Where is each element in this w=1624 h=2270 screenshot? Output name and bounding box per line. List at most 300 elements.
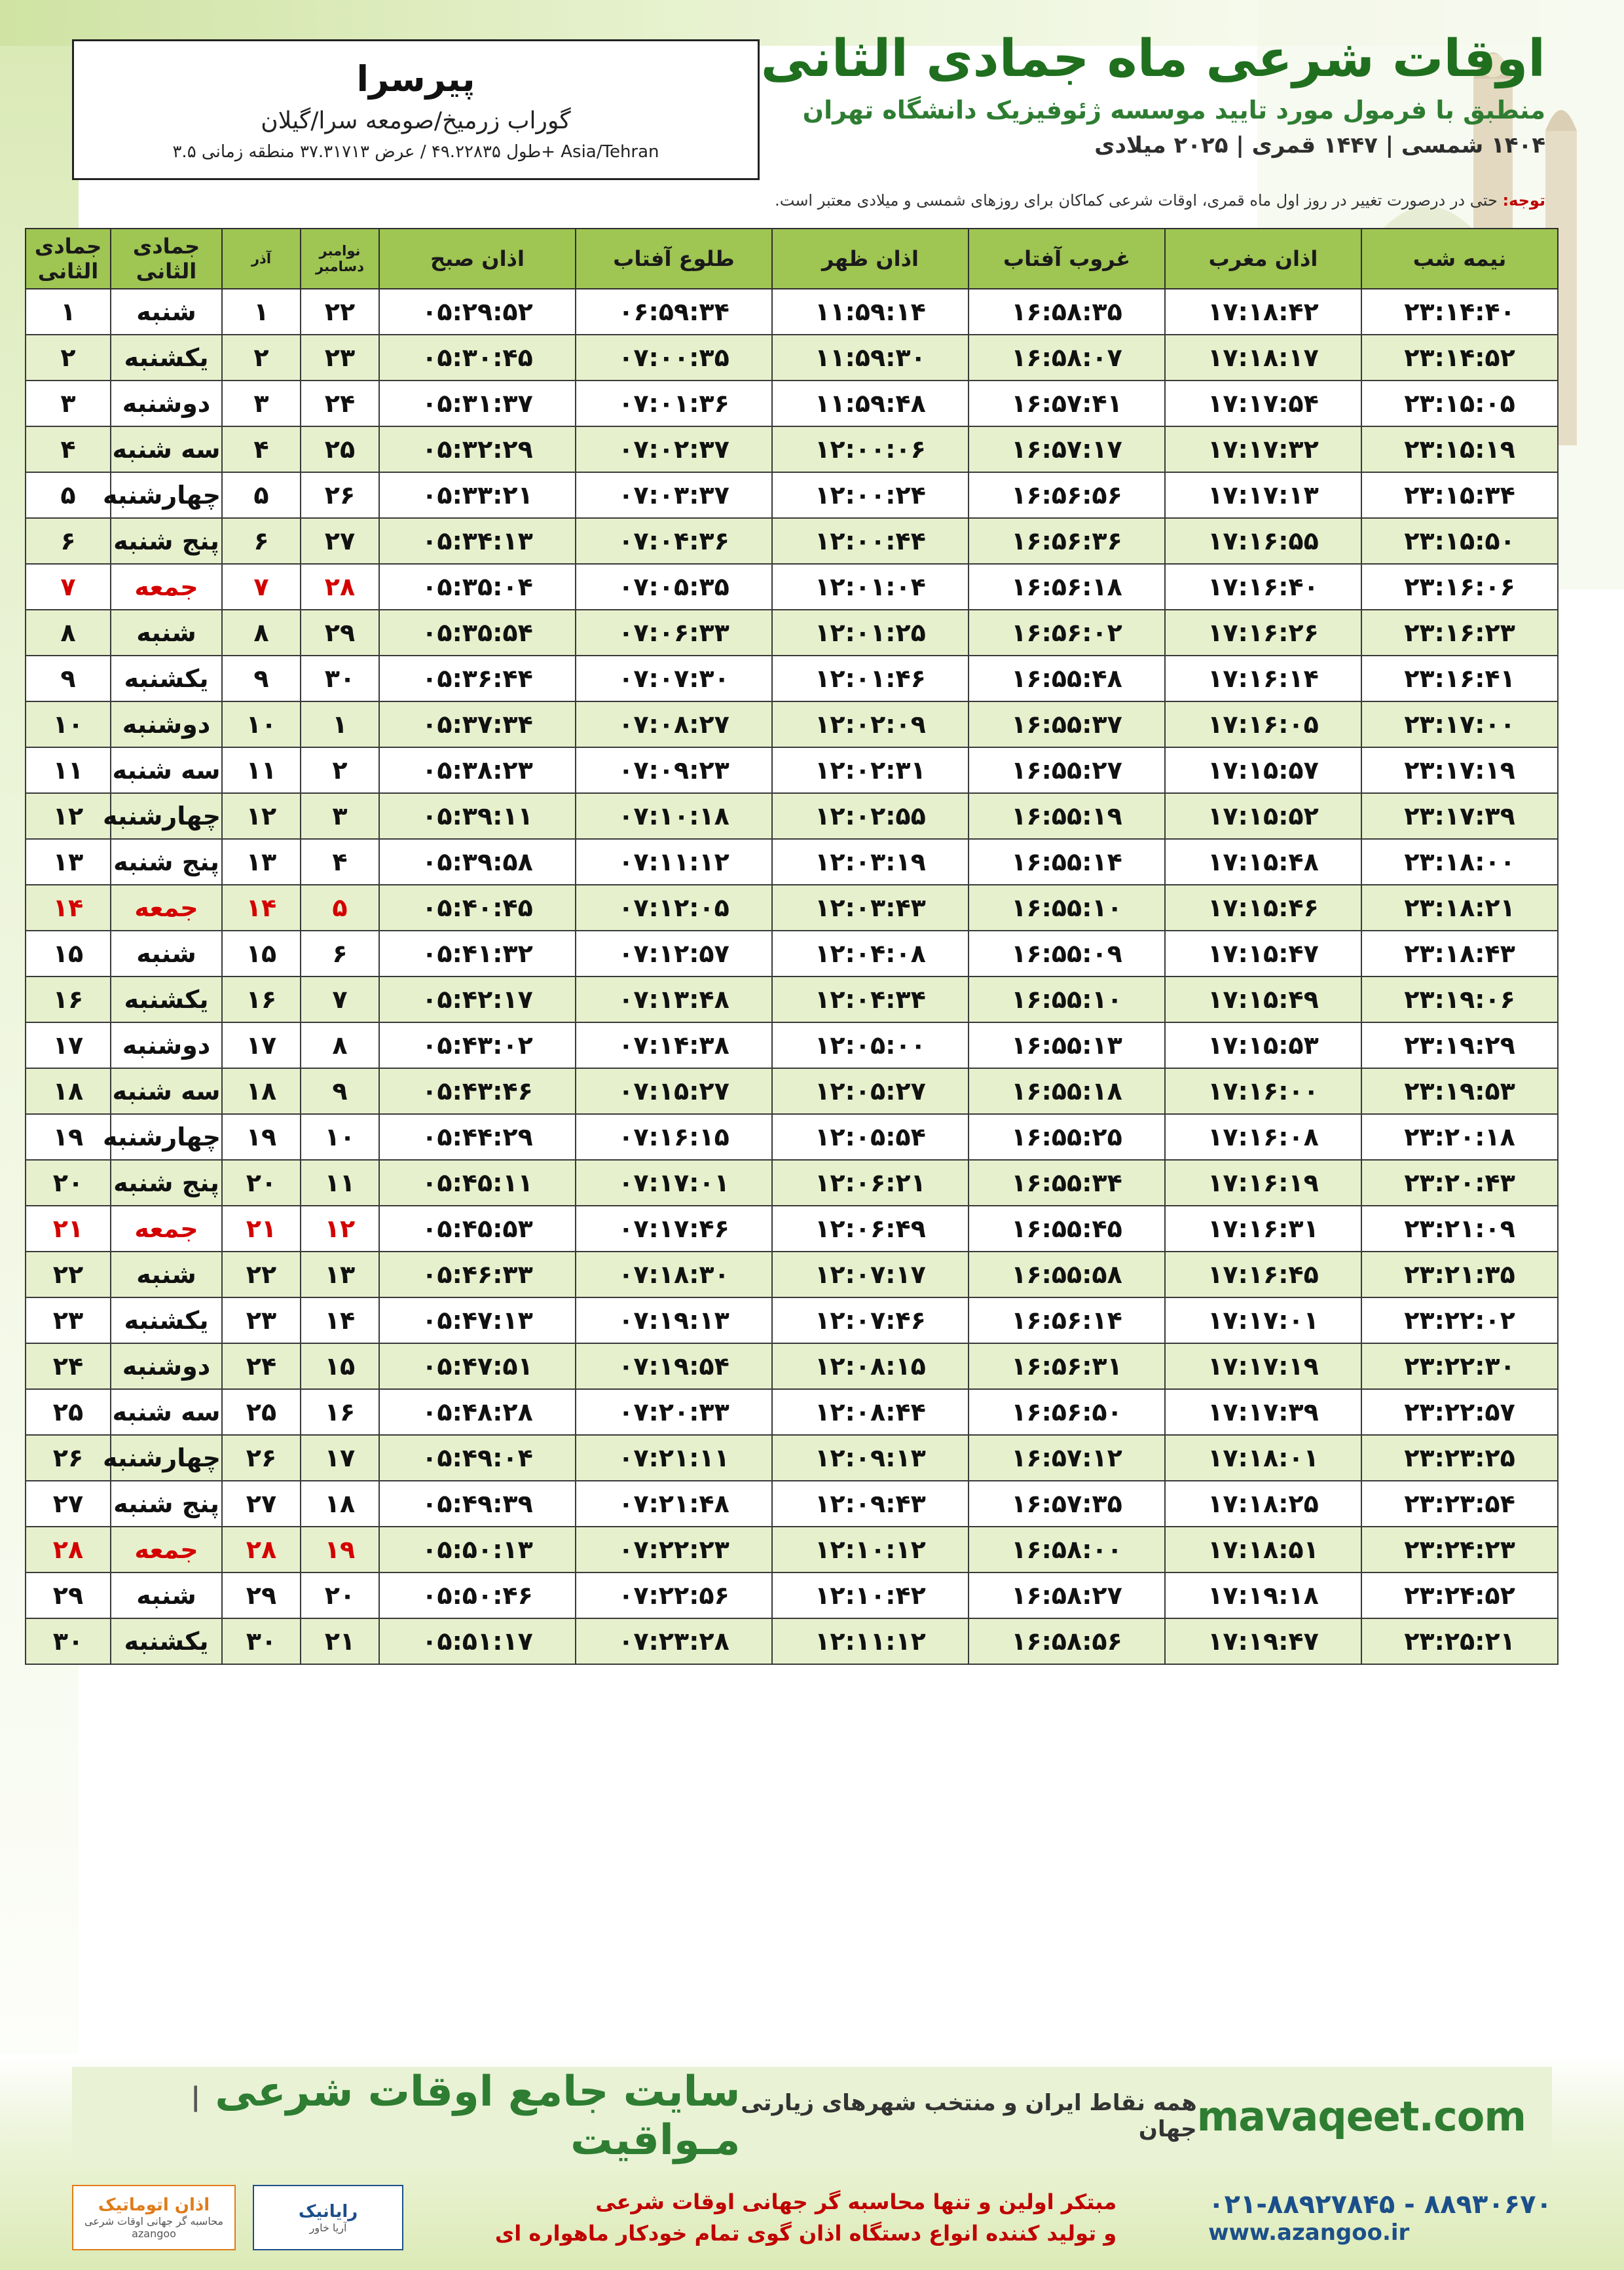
cell-sunset: ۱۶:۵۸:۰۷ [969,335,1165,381]
cell-sunrise: ۰۷:۲۲:۲۳ [576,1527,772,1572]
cell-sunrise: ۰۷:۰۸:۲۷ [576,701,772,747]
cell-sunset: ۱۶:۵۸:۵۶ [969,1618,1165,1664]
contact-phone: ۰۲۱-۸۸۹۲۷۸۴۵ - ۸۸۹۳۰۶۷۰ [1208,2189,1552,2220]
cell-dhuhr: ۱۲:۱۰:۱۲ [772,1527,969,1572]
cell-sunrise: ۰۷:۰۳:۳۷ [576,472,772,518]
cell-day-number: ۲۷ [26,1481,111,1527]
col-header-fajr: اذان صبح [379,229,576,289]
cell-sunset: ۱۶:۵۵:۵۸ [969,1252,1165,1297]
note-body: حتی در درصورت تغییر در روز اول ماه قمری، اوقات شرعی کماکان برای روزهای شمسی و میلادی معتبر است. [775,191,1498,210]
cell-sunrise: ۰۷:۰۹:۲۳ [576,747,772,793]
cell-weekday: سه شنبه [111,1068,222,1114]
page-footer [0,2054,1624,2270]
cell-sunrise: ۰۷:۱۶:۱۵ [576,1114,772,1160]
note-label: توجه: [1502,191,1545,210]
cell-day-number: ۴ [26,426,111,472]
cell-day-number: ۲۳ [26,1297,111,1343]
cell-fajr: ۰۵:۴۷:۱۳ [379,1297,576,1343]
cell-sunset: ۱۶:۵۵:۱۰ [969,885,1165,931]
cell-day-number: ۳ [26,381,111,426]
city-info-box [72,39,760,180]
cell-fajr: ۰۵:۳۴:۱۳ [379,518,576,564]
cell-weekday: چهارشنبه [111,472,222,518]
table-row [26,931,1558,977]
cell-day-number: ۱۶ [26,977,111,1022]
cell-day-number: ۸ [26,610,111,656]
cell-midnight: ۲۳:۲۲:۳۰ [1361,1343,1558,1389]
cell-day-number: ۲۲ [26,1252,111,1297]
cell-maghrib: ۱۷:۱۵:۴۸ [1165,839,1361,885]
cell-azar-date: ۲۳ [222,1297,301,1343]
cell-sunrise: ۰۷:۰۶:۳۳ [576,610,772,656]
cell-day-number: ۱۴ [26,885,111,931]
cell-day-number: ۲۵ [26,1389,111,1435]
cell-day-number: ۱۹ [26,1114,111,1160]
cell-sunrise: ۰۷:۱۰:۱۸ [576,793,772,839]
cell-fajr: ۰۵:۴۸:۲۸ [379,1389,576,1435]
cell-fajr: ۰۵:۳۹:۵۸ [379,839,576,885]
table-row [26,1114,1558,1160]
cell-midnight: ۲۳:۱۵:۵۰ [1361,518,1558,564]
cell-azar-date: ۳ [222,381,301,426]
col-header-sunrise: طلوع آفتاب [576,229,772,289]
cell-midnight: ۲۳:۱۶:۲۳ [1361,610,1558,656]
cell-fajr: ۰۵:۴۹:۰۴ [379,1435,576,1481]
cell-weekday: جمعه [111,1206,222,1252]
cell-weekday: شنبه [111,1252,222,1297]
cell-fajr: ۰۵:۴۲:۱۷ [379,977,576,1022]
cell-azar-date: ۱۲ [222,793,301,839]
cell-gregorian-date: ۴ [301,839,379,885]
cell-dhuhr: ۱۲:۰۴:۳۴ [772,977,969,1022]
cell-midnight: ۲۳:۲۲:۰۲ [1361,1297,1558,1343]
mavaqeet-url[interactable]: mavaqeet.com [1196,2092,1526,2140]
cell-day-number: ۲۴ [26,1343,111,1389]
table-header-row [26,229,1558,289]
cell-azar-date: ۱۸ [222,1068,301,1114]
cell-maghrib: ۱۷:۱۹:۴۷ [1165,1618,1361,1664]
footer-logos [72,2185,403,2250]
note-text [72,191,1545,210]
cell-midnight: ۲۳:۱۷:۱۹ [1361,747,1558,793]
cell-fajr: ۰۵:۳۱:۳۷ [379,381,576,426]
cell-day-number: ۱۲ [26,793,111,839]
cell-midnight: ۲۳:۲۴:۵۲ [1361,1572,1558,1618]
cell-midnight: ۲۳:۱۴:۴۰ [1361,289,1558,335]
cell-sunset: ۱۶:۵۷:۴۱ [969,381,1165,426]
cell-sunset: ۱۶:۵۵:۱۹ [969,793,1165,839]
cell-dhuhr: ۱۲:۰۵:۰۰ [772,1022,969,1068]
cell-midnight: ۲۳:۲۴:۲۳ [1361,1527,1558,1572]
table-row [26,1527,1558,1572]
table-row [26,1435,1558,1481]
cell-dhuhr: ۱۲:۰۷:۱۷ [772,1252,969,1297]
cell-sunset: ۱۶:۵۷:۱۲ [969,1435,1165,1481]
city-name: پیرسرا [356,58,475,100]
cell-sunrise: ۰۷:۱۷:۰۱ [576,1160,772,1206]
cell-maghrib: ۱۷:۱۷:۵۴ [1165,381,1361,426]
cell-sunrise: ۰۷:۲۱:۴۸ [576,1481,772,1527]
cell-gregorian-date: ۲۱ [301,1618,379,1664]
col-header-gregorian: نوامبر دسامبر [301,229,379,289]
cell-weekday: جمعه [111,564,222,610]
cell-midnight: ۲۳:۲۱:۰۹ [1361,1206,1558,1252]
cell-maghrib: ۱۷:۱۶:۴۰ [1165,564,1361,610]
cell-maghrib: ۱۷:۱۸:۱۷ [1165,335,1361,381]
cell-sunrise: ۰۷:۲۱:۱۱ [576,1435,772,1481]
cell-sunset: ۱۶:۵۵:۰۹ [969,931,1165,977]
cell-midnight: ۲۳:۱۸:۴۳ [1361,931,1558,977]
cell-weekday: شنبه [111,931,222,977]
cell-midnight: ۲۳:۲۱:۳۵ [1361,1252,1558,1297]
cell-maghrib: ۱۷:۱۶:۵۵ [1165,518,1361,564]
cell-day-number: ۹ [26,656,111,701]
cell-day-number: ۱۰ [26,701,111,747]
cell-weekday: یکشنبه [111,1297,222,1343]
cell-dhuhr: ۱۲:۰۸:۱۵ [772,1343,969,1389]
cell-sunset: ۱۶:۵۶:۳۱ [969,1343,1165,1389]
cell-fajr: ۰۵:۵۱:۱۷ [379,1618,576,1664]
city-coordinates: طول ۴۹.۲۲۸۳۵ / عرض ۳۷.۳۱۷۱۳ منطقه زمانی ۳.۵+ Asia/Tehran [172,141,659,162]
cell-azar-date: ۹ [222,656,301,701]
cell-sunset: ۱۶:۵۵:۱۸ [969,1068,1165,1114]
cell-gregorian-date: ۳۰ [301,656,379,701]
cell-dhuhr: ۱۲:۰۸:۴۴ [772,1389,969,1435]
cell-gregorian-date: ۲۳ [301,335,379,381]
cell-dhuhr: ۱۲:۰۰:۴۴ [772,518,969,564]
cell-dhuhr: ۱۲:۰۱:۲۵ [772,610,969,656]
cell-gregorian-date: ۱۱ [301,1160,379,1206]
table-row [26,793,1558,839]
cell-dhuhr: ۱۱:۵۹:۳۰ [772,335,969,381]
table-row [26,839,1558,885]
cell-day-number: ۱۸ [26,1068,111,1114]
cell-azar-date: ۱۷ [222,1022,301,1068]
contact-block [1208,2189,1552,2246]
cell-midnight: ۲۳:۲۵:۲۱ [1361,1618,1558,1664]
cell-weekday: پنج شنبه [111,518,222,564]
cell-azar-date: ۲۷ [222,1481,301,1527]
table-row [26,1297,1558,1343]
cell-azar-date: ۱۰ [222,701,301,747]
cell-day-number: ۷ [26,564,111,610]
cell-sunrise: ۰۷:۰۵:۳۵ [576,564,772,610]
cell-sunrise: ۰۷:۰۴:۳۶ [576,518,772,564]
cell-midnight: ۲۳:۲۲:۵۷ [1361,1389,1558,1435]
cell-dhuhr: ۱۲:۰۶:۲۱ [772,1160,969,1206]
cell-dhuhr: ۱۲:۰۵:۲۷ [772,1068,969,1114]
cell-maghrib: ۱۷:۱۷:۱۹ [1165,1343,1361,1389]
cell-gregorian-date: ۷ [301,977,379,1022]
cell-sunrise: ۰۷:۰۰:۳۵ [576,335,772,381]
cell-gregorian-date: ۹ [301,1068,379,1114]
cell-azar-date: ۶ [222,518,301,564]
cell-azar-date: ۲۴ [222,1343,301,1389]
cell-fajr: ۰۵:۳۳:۲۱ [379,472,576,518]
cell-fajr: ۰۵:۴۹:۳۹ [379,1481,576,1527]
cell-dhuhr: ۱۲:۰۱:۴۶ [772,656,969,701]
cell-sunset: ۱۶:۵۵:۱۰ [969,977,1165,1022]
table-row [26,885,1558,931]
cell-azar-date: ۱۶ [222,977,301,1022]
cell-gregorian-date: ۲۶ [301,472,379,518]
cell-gregorian-date: ۲۴ [301,381,379,426]
cell-dhuhr: ۱۲:۰۹:۴۳ [772,1481,969,1527]
cell-weekday: چهارشنبه [111,1114,222,1160]
cell-maghrib: ۱۷:۱۵:۴۹ [1165,977,1361,1022]
cell-sunrise: ۰۷:۱۴:۳۸ [576,1022,772,1068]
cell-sunset: ۱۶:۵۸:۳۵ [969,289,1165,335]
cell-sunrise: ۰۷:۰۲:۳۷ [576,426,772,472]
cell-fajr: ۰۵:۳۲:۲۹ [379,426,576,472]
cell-gregorian-date: ۲۵ [301,426,379,472]
azangoo-logo-sub: محاسبه گر جهانی اوقات شرعی [84,2215,224,2227]
cell-midnight: ۲۳:۱۸:۰۰ [1361,839,1558,885]
cell-sunrise: ۰۷:۰۷:۳۰ [576,656,772,701]
cell-sunset: ۱۶:۵۵:۳۷ [969,701,1165,747]
table-row [26,518,1558,564]
cell-fajr: ۰۵:۴۱:۳۲ [379,931,576,977]
cell-gregorian-date: ۱ [301,701,379,747]
table-row [26,1068,1558,1114]
table-row [26,289,1558,335]
cell-weekday: جمعه [111,885,222,931]
cell-day-number: ۶ [26,518,111,564]
mavaqeet-brand-tagline: سایت جامع اوقات شرعی [215,2068,741,2116]
cell-gregorian-date: ۱۲ [301,1206,379,1252]
cell-fajr: ۰۵:۵۰:۱۳ [379,1527,576,1572]
cell-maghrib: ۱۷:۱۸:۴۲ [1165,289,1361,335]
cell-weekday: دوشنبه [111,1343,222,1389]
cell-gregorian-date: ۱۵ [301,1343,379,1389]
cell-sunset: ۱۶:۵۸:۲۷ [969,1572,1165,1618]
cell-maghrib: ۱۷:۱۵:۵۳ [1165,1022,1361,1068]
cell-gregorian-date: ۲۷ [301,518,379,564]
cell-sunrise: ۰۷:۱۸:۳۰ [576,1252,772,1297]
cell-day-number: ۲۰ [26,1160,111,1206]
cell-maghrib: ۱۷:۱۶:۱۴ [1165,656,1361,701]
table-row [26,472,1558,518]
cell-dhuhr: ۱۲:۰۳:۴۳ [772,885,969,931]
cell-maghrib: ۱۷:۱۵:۵۲ [1165,793,1361,839]
cell-dhuhr: ۱۲:۰۵:۵۴ [772,1114,969,1160]
cell-weekday: یکشنبه [111,977,222,1022]
cell-day-number: ۱۷ [26,1022,111,1068]
cell-gregorian-date: ۱۴ [301,1297,379,1343]
contact-website[interactable]: www.azangoo.ir [1208,2220,1410,2246]
cell-day-number: ۱۳ [26,839,111,885]
cell-maghrib: ۱۷:۱۶:۲۶ [1165,610,1361,656]
cell-sunset: ۱۶:۵۵:۱۴ [969,839,1165,885]
cell-maghrib: ۱۷:۱۶:۳۱ [1165,1206,1361,1252]
cell-midnight: ۲۳:۱۹:۲۹ [1361,1022,1558,1068]
cell-weekday: یکشنبه [111,335,222,381]
cell-sunrise: ۰۷:۱۳:۴۸ [576,977,772,1022]
cell-weekday: چهارشنبه [111,1435,222,1481]
cell-dhuhr: ۱۲:۰۷:۴۶ [772,1297,969,1343]
cell-midnight: ۲۳:۱۸:۲۱ [1361,885,1558,931]
cell-weekday: پنج شنبه [111,1160,222,1206]
cell-fajr: ۰۵:۵۰:۴۶ [379,1572,576,1618]
cell-gregorian-date: ۲۸ [301,564,379,610]
cell-day-number: ۲۸ [26,1527,111,1572]
cell-fajr: ۰۵:۴۵:۵۳ [379,1206,576,1252]
cell-gregorian-date: ۱۹ [301,1527,379,1572]
page-title: اوقات شرعی ماه جمادی الثانی [760,29,1545,88]
cell-sunrise: ۰۷:۲۲:۵۶ [576,1572,772,1618]
table-row [26,1206,1558,1252]
col-header-midnight: نیمه شب [1361,229,1558,289]
cell-midnight: ۲۳:۱۵:۱۹ [1361,426,1558,472]
cell-sunrise: ۰۷:۱۵:۲۷ [576,1068,772,1114]
prayer-table-body [26,289,1558,1664]
page-subtitle: منطبق با فرمول مورد تایید موسسه ژئوفیزیک دانشگاه تهران [802,95,1545,124]
cell-gregorian-date: ۶ [301,931,379,977]
col-header-azar: آذر [222,229,301,289]
cell-gregorian-date: ۱۸ [301,1481,379,1527]
cell-weekday: سه شنبه [111,747,222,793]
company-description-line1: مبتکر اولین و تنها محاسبه گر جهانی اوقات شرعی [595,2189,1117,2214]
table-row [26,1572,1558,1618]
cell-dhuhr: ۱۲:۰۴:۰۸ [772,931,969,977]
mavaqeet-description: همه نقاط ایران و منتخب شهرهای زیارتی جهان [741,2090,1197,2142]
cell-fajr: ۰۵:۳۸:۲۳ [379,747,576,793]
cell-dhuhr: ۱۲:۰۹:۱۳ [772,1435,969,1481]
cell-sunset: ۱۶:۵۶:۵۰ [969,1389,1165,1435]
table-row [26,1389,1558,1435]
cell-dhuhr: ۱۲:۱۰:۴۲ [772,1572,969,1618]
cell-maghrib: ۱۷:۱۷:۳۲ [1165,426,1361,472]
cell-fajr: ۰۵:۳۵:۰۴ [379,564,576,610]
cell-sunset: ۱۶:۵۶:۳۶ [969,518,1165,564]
table-row [26,1160,1558,1206]
cell-weekday: یکشنبه [111,1618,222,1664]
cell-azar-date: ۲۰ [222,1160,301,1206]
cell-azar-date: ۲۸ [222,1527,301,1572]
cell-weekday: پنج شنبه [111,839,222,885]
cell-gregorian-date: ۱۰ [301,1114,379,1160]
cell-fajr: ۰۵:۳۶:۴۴ [379,656,576,701]
prayer-times-table [25,228,1559,1665]
cell-azar-date: ۱ [222,289,301,335]
cell-dhuhr: ۱۲:۰۰:۲۴ [772,472,969,518]
col-header-dhuhr: اذان ظهر [772,229,969,289]
cell-midnight: ۲۳:۲۰:۴۳ [1361,1160,1558,1206]
cell-dhuhr: ۱۱:۵۹:۴۸ [772,381,969,426]
table-row [26,610,1558,656]
cell-maghrib: ۱۷:۱۵:۵۷ [1165,747,1361,793]
mavaqeet-brand-name: مـواقیت [570,2116,741,2165]
cell-midnight: ۲۳:۱۵:۳۴ [1361,472,1558,518]
cell-sunset: ۱۶:۵۷:۱۷ [969,426,1165,472]
cell-sunset: ۱۶:۵۵:۴۸ [969,656,1165,701]
cell-sunrise: ۰۷:۱۲:۵۷ [576,931,772,977]
cell-fajr: ۰۵:۴۳:۴۶ [379,1068,576,1114]
cell-dhuhr: ۱۲:۰۱:۰۴ [772,564,969,610]
cell-day-number: ۱۱ [26,747,111,793]
cell-sunset: ۱۶:۵۶:۱۸ [969,564,1165,610]
table-row [26,747,1558,793]
table-row [26,1252,1558,1297]
cell-weekday: سه شنبه [111,1389,222,1435]
cell-dhuhr: ۱۲:۰۲:۳۱ [772,747,969,793]
col-header-weekday: جمادی الثانی [111,229,222,289]
cell-maghrib: ۱۷:۱۶:۰۵ [1165,701,1361,747]
cell-weekday: پنج شنبه [111,1481,222,1527]
cell-gregorian-date: ۲۲ [301,289,379,335]
cell-sunrise: ۰۷:۰۱:۳۶ [576,381,772,426]
brand-separator-1: | [191,2082,200,2112]
cell-gregorian-date: ۵ [301,885,379,931]
company-description [495,2186,1116,2249]
cell-midnight: ۲۳:۲۳:۵۴ [1361,1481,1558,1527]
cell-weekday: سه شنبه [111,426,222,472]
cell-sunrise: ۰۷:۲۳:۲۸ [576,1618,772,1664]
cell-midnight: ۲۳:۱۵:۰۵ [1361,381,1558,426]
cell-day-number: ۲۶ [26,1435,111,1481]
cell-day-number: ۲۱ [26,1206,111,1252]
mavaqeet-brand [98,2068,740,2165]
cell-maghrib: ۱۷:۱۸:۰۱ [1165,1435,1361,1481]
cell-weekday: دوشنبه [111,701,222,747]
cell-azar-date: ۳۰ [222,1618,301,1664]
cell-day-number: ۳۰ [26,1618,111,1664]
cell-sunrise: ۰۷:۱۱:۱۲ [576,839,772,885]
cell-azar-date: ۲۵ [222,1389,301,1435]
cell-sunset: ۱۶:۵۶:۰۲ [969,610,1165,656]
city-region: گوراب زرمیخ/صومعه سرا/گیلان [261,107,571,134]
cell-maghrib: ۱۷:۱۶:۴۵ [1165,1252,1361,1297]
cell-weekday: یکشنبه [111,656,222,701]
cell-weekday: جمعه [111,1527,222,1572]
cell-maghrib: ۱۷:۱۶:۱۹ [1165,1160,1361,1206]
cell-azar-date: ۲۶ [222,1435,301,1481]
cell-azar-date: ۷ [222,564,301,610]
col-header-maghrib: اذان مغرب [1165,229,1361,289]
cell-gregorian-date: ۱۶ [301,1389,379,1435]
cell-sunset: ۱۶:۵۵:۱۳ [969,1022,1165,1068]
cell-dhuhr: ۱۲:۰۶:۴۹ [772,1206,969,1252]
cell-azar-date: ۴ [222,426,301,472]
cell-midnight: ۲۳:۱۷:۰۰ [1361,701,1558,747]
page-header [0,0,1624,216]
cell-fajr: ۰۵:۳۹:۱۱ [379,793,576,839]
cell-azar-date: ۱۳ [222,839,301,885]
cell-azar-date: ۱۱ [222,747,301,793]
cell-gregorian-date: ۳ [301,793,379,839]
cell-azar-date: ۱۵ [222,931,301,977]
table-row [26,977,1558,1022]
rayaneh-logo [253,2185,403,2250]
cell-maghrib: ۱۷:۱۷:۱۳ [1165,472,1361,518]
cell-sunrise: ۰۷:۲۰:۳۳ [576,1389,772,1435]
cell-gregorian-date: ۱۳ [301,1252,379,1297]
cell-midnight: ۲۳:۱۶:۰۶ [1361,564,1558,610]
prayer-table-container [34,228,1559,1665]
table-row [26,335,1558,381]
cell-sunrise: ۰۶:۵۹:۳۴ [576,289,772,335]
company-description-line2: و تولید کننده انواع دستگاه اذان گوی تمام خودکار ماهواره ای [494,2221,1117,2246]
cell-azar-date: ۲۱ [222,1206,301,1252]
cell-midnight: ۲۳:۱۹:۵۳ [1361,1068,1558,1114]
mavaqeet-banner [72,2067,1552,2165]
azangoo-logo [72,2185,236,2250]
cell-maghrib: ۱۷:۱۶:۰۰ [1165,1068,1361,1114]
cell-azar-date: ۸ [222,610,301,656]
cell-fajr: ۰۵:۴۶:۳۳ [379,1252,576,1297]
cell-gregorian-date: ۸ [301,1022,379,1068]
cell-sunset: ۱۶:۵۵:۴۵ [969,1206,1165,1252]
